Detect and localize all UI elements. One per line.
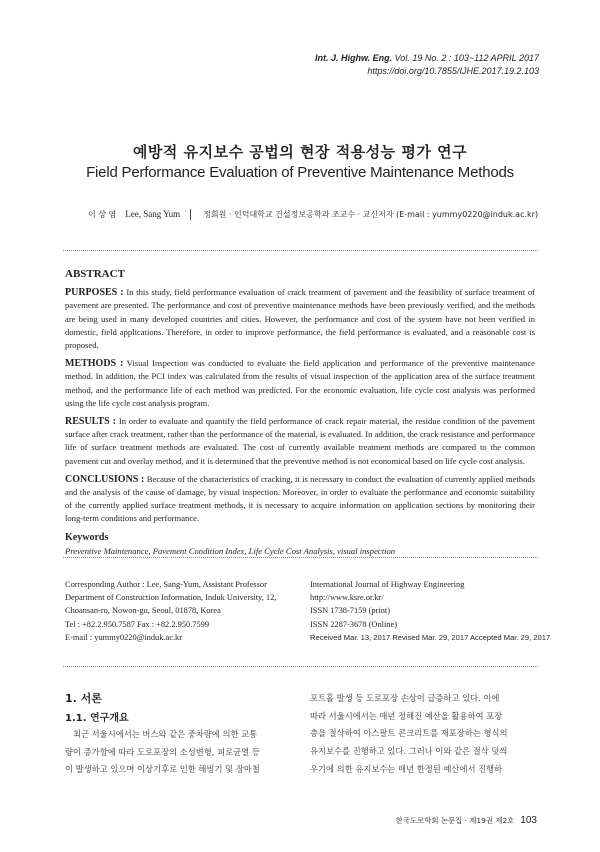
results-label: RESULTS : xyxy=(65,416,117,428)
keywords-heading: Keywords xyxy=(65,531,109,543)
divider-bottom xyxy=(63,666,538,667)
body-line: 층을 절삭하여 아스팔트 콘크리트를 재포장하는 형식의 xyxy=(310,728,508,739)
subsection-heading: 1.1. 연구개요 xyxy=(65,713,129,724)
correspondence-line: Tel : +82.2.950.7587 Fax : +82.2.950.7599 xyxy=(65,619,210,629)
section-heading: 1. 서론 xyxy=(65,692,102,705)
footer-journal: 한국도로학회 논문집 · 제19권 제2호 xyxy=(395,816,515,825)
journal-info-line: International Journal of Highway Engineering xyxy=(310,580,465,589)
keywords-list: Preventive Maintenance, Pavement Condition Index, Life Cycle Cost Analysis, visual inspection xyxy=(65,545,396,556)
correspondence-line: Choansan-ro, Nowon-gu, Seoul, 01878, Korea xyxy=(65,606,221,616)
abstract-section xyxy=(65,268,535,558)
conclusions-text: Because of the characteristics of cracking, it is necessary to conduct the evaluation of currently applied methods and the analysis of the cause of damage, by visual inspection. Moreover, in order to evaluate the performance and economic suitability of the currently applied surface treatment methods, it is necessary to acquire information on application sections by monitoring their long-term conditions and performance. xyxy=(65,473,536,524)
volume-info: Vol. 19 No. 2 : 103~112 APRIL 2017 xyxy=(394,53,539,63)
body-text-left-column xyxy=(65,726,290,779)
abstract-methods xyxy=(65,357,535,410)
abstract-results xyxy=(65,415,535,468)
body-line: 이 발생하고 있으며 이상기후로 인한 해빙기 및 장마철 xyxy=(65,764,260,775)
journal-url[interactable]: http://www.ksre.or.kr/ xyxy=(310,593,384,603)
author-name-korean: 이 상 염 xyxy=(88,210,117,219)
doi-link[interactable]: https://doi.org/10.7855/IJHE.2017.19.2.103 xyxy=(367,66,539,76)
purposes-label: PURPOSES : xyxy=(65,287,124,299)
author-affiliation: 정회원 · 인덕대학교 건설정보공학과 조교수 · 교신저자 (E-mail : yummy0220@induk.ac.kr) xyxy=(203,210,539,219)
english-title: Field Performance Evaluation of Preventive Maintenance Methods xyxy=(86,164,514,181)
abstract-purposes xyxy=(65,286,535,352)
journal-issn-online: ISSN 2287-3678 (Online) xyxy=(310,619,398,629)
methods-text: Visual Inspection was conducted to evaluate the field application and performance of the preventive maintenance method. In addition, the PCI index was calculated from the results of visual inspection of the application area of the surface treatment method, and the performance life of each method was predicted. For the economic evaluation, life cycle cost analysis was performed using the life cycle cost analysis program. xyxy=(65,358,535,408)
divider-middle xyxy=(63,557,538,558)
divider-top xyxy=(63,250,538,251)
body-line: 량이 증가함에 따라 도로포장의 소성변형, 피로균열 등 xyxy=(65,746,260,757)
abstract-conclusions xyxy=(65,473,535,526)
body-line: 유지보수를 진행하고 있다. 그러나 이와 같은 절삭 덧씌 xyxy=(310,746,508,757)
page-footer xyxy=(396,815,537,826)
received-dates: Received Mar. 13, 2017 Revised Mar. 29, 2017 Accepted Mar. 29, 2017 xyxy=(310,632,551,642)
author-divider xyxy=(190,209,191,220)
correspondence-block xyxy=(65,578,305,644)
results-text: In order to evaluate and quantify the field performance of crack repair material, the residue condition of the pavement surface after crack treatment, rather than the performance of the material, is evaluated. In addition, the crack resistance and performance life of surface treatment methods are evaluated. The cost of currently available treatment methods are compared to the common pavement cut and overlay method, and it is determined that the preventive method is not economical based on life cycle cost analysis. xyxy=(65,416,535,466)
journal-info-block xyxy=(310,578,550,644)
korean-title: 예방적 유지보수 공법의 현장 적용성능 평가 연구 xyxy=(132,143,468,161)
correspondence-email: E-mail : yummy0220@induk.ac.kr xyxy=(65,632,183,642)
body-text-right-column xyxy=(310,690,536,779)
correspondence-line: Department of Construction Information, Induk University, 12, xyxy=(65,593,277,603)
purposes-text: In this study, field performance evaluation of crack treatment of pavement and the feasibility of surface treatment of pavement are presented. The performance and cost of preventive maintenance methods have been previously verified, and the methods are being used in many developed countries and cities. However, the performance and cost of the system have not been verified in domestic, field applications. Therefore, in order to improve performance, the field performance is evaluated, and a reasonable cost is proposed. xyxy=(65,287,535,351)
journal-issn-print: ISSN 1738-7159 (print) xyxy=(310,606,391,616)
correspondence-line: Corresponding Author : Lee, Sang-Yum, Assistant Professor xyxy=(65,580,267,589)
author-name-english: Lee, Sang Yum xyxy=(125,209,181,219)
body-line: 우기에 의한 유지보수는 매년 한정된 예산에서 진행하 xyxy=(310,763,503,774)
journal-name: Int. J. Highw. Eng. xyxy=(314,53,393,63)
body-line: 포트홀 발생 등 도로포장 손상이 급증하고 있다. 이에 xyxy=(310,693,500,703)
methods-label: METHODS : xyxy=(65,358,124,370)
conclusions-label: CONCLUSIONS : xyxy=(65,473,145,485)
abstract-heading: ABSTRACT xyxy=(65,268,125,280)
body-line: 따라 서울시에서는 매년 정해진 예산을 활용하여 포장 xyxy=(310,710,503,721)
body-line: 최근 서울시에서는 버스와 같은 중차량에 의한 교통 xyxy=(73,729,258,739)
page-number: 103 xyxy=(520,815,537,826)
journal-header xyxy=(315,52,539,78)
author-line xyxy=(88,209,538,220)
